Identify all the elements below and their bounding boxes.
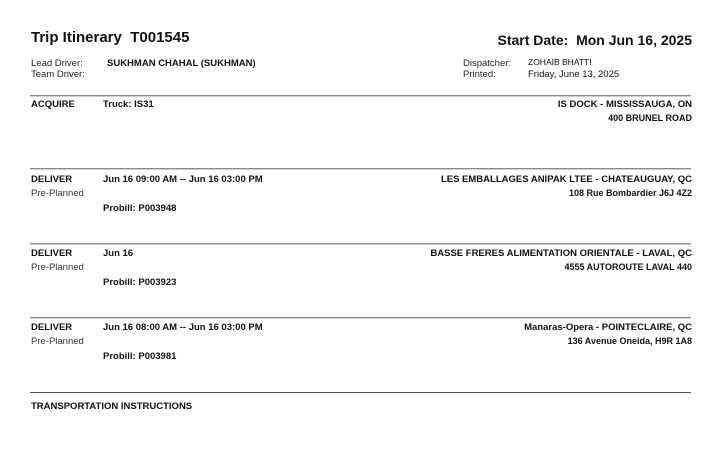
stop-divider — [30, 243, 691, 245]
stop-type: DELIVER — [31, 322, 73, 333]
stop-window: Jun 16 09:00 AM -- Jun 16 03:00 PM — [103, 174, 263, 185]
stop-divider — [30, 317, 691, 319]
stop-type: ACQUIRE — [31, 99, 75, 110]
trip-number: T001545 — [130, 29, 190, 46]
stop-probill: Probill: P003923 — [103, 277, 177, 288]
stop-window: Jun 16 — [103, 248, 134, 259]
dispatcher-label: Dispatcher: — [463, 58, 512, 69]
start-date-value: Mon Jun 16, 2025 — [576, 32, 692, 48]
stop-location: IS DOCK - MISSISSAUGA, ON — [557, 99, 692, 110]
footer-divider — [30, 392, 691, 393]
printed-value: Friday, June 13, 2025 — [528, 69, 620, 80]
stop-type: DELIVER — [31, 248, 73, 259]
team-driver-label: Team Driver: — [31, 69, 85, 80]
stop-window: Jun 16 08:00 AM -- Jun 16 03:00 PM — [103, 322, 263, 333]
stop-address: 108 Rue Bombardier J6J 4Z2 — [568, 188, 692, 198]
stop-truck: Truck: IS31 — [103, 99, 154, 110]
stop-status: Pre-Planned — [31, 262, 84, 273]
stop-status: Pre-Planned — [31, 188, 84, 199]
dispatcher-value: ZOHAIB BHATTI — [528, 57, 592, 67]
stop-location: LES EMBALLAGES ANIPAK LTEE - CHATEAUGUAY, QC — [440, 174, 692, 185]
stop-address: 400 BRUNEL ROAD — [608, 113, 692, 123]
stop-status: Pre-Planned — [31, 336, 84, 347]
stop-location: Manaras-Opera - POINTECLAIRE, QC — [524, 322, 692, 333]
printed-label: Printed: — [463, 69, 496, 80]
stop-location: BASSE FRERES ALIMENTATION ORIENTALE - LAVAL, QC — [430, 248, 692, 259]
page-title — [31, 29, 189, 46]
lead-driver-label: Lead Driver: — [31, 58, 83, 69]
start-date-label: Start Date: — [497, 32, 569, 48]
lead-driver-value: SUKHMAN CHAHAL (SUKHMAN) — [107, 58, 256, 69]
title-label: Trip Itinerary — [31, 29, 122, 46]
stop-divider — [30, 95, 691, 97]
stop-address: 136 Avenue Oneida, H9R 1A8 — [567, 336, 692, 346]
stop-address: 4555 AUTOROUTE LAVAL 440 — [564, 262, 692, 272]
transportation-instructions-heading: TRANSPORTATION INSTRUCTIONS — [31, 401, 193, 412]
stop-probill: Probill: P003981 — [103, 351, 177, 362]
start-date — [497, 32, 692, 48]
stop-type: DELIVER — [31, 174, 73, 185]
stop-divider — [30, 168, 691, 170]
stop-probill: Probill: P003948 — [103, 203, 177, 214]
